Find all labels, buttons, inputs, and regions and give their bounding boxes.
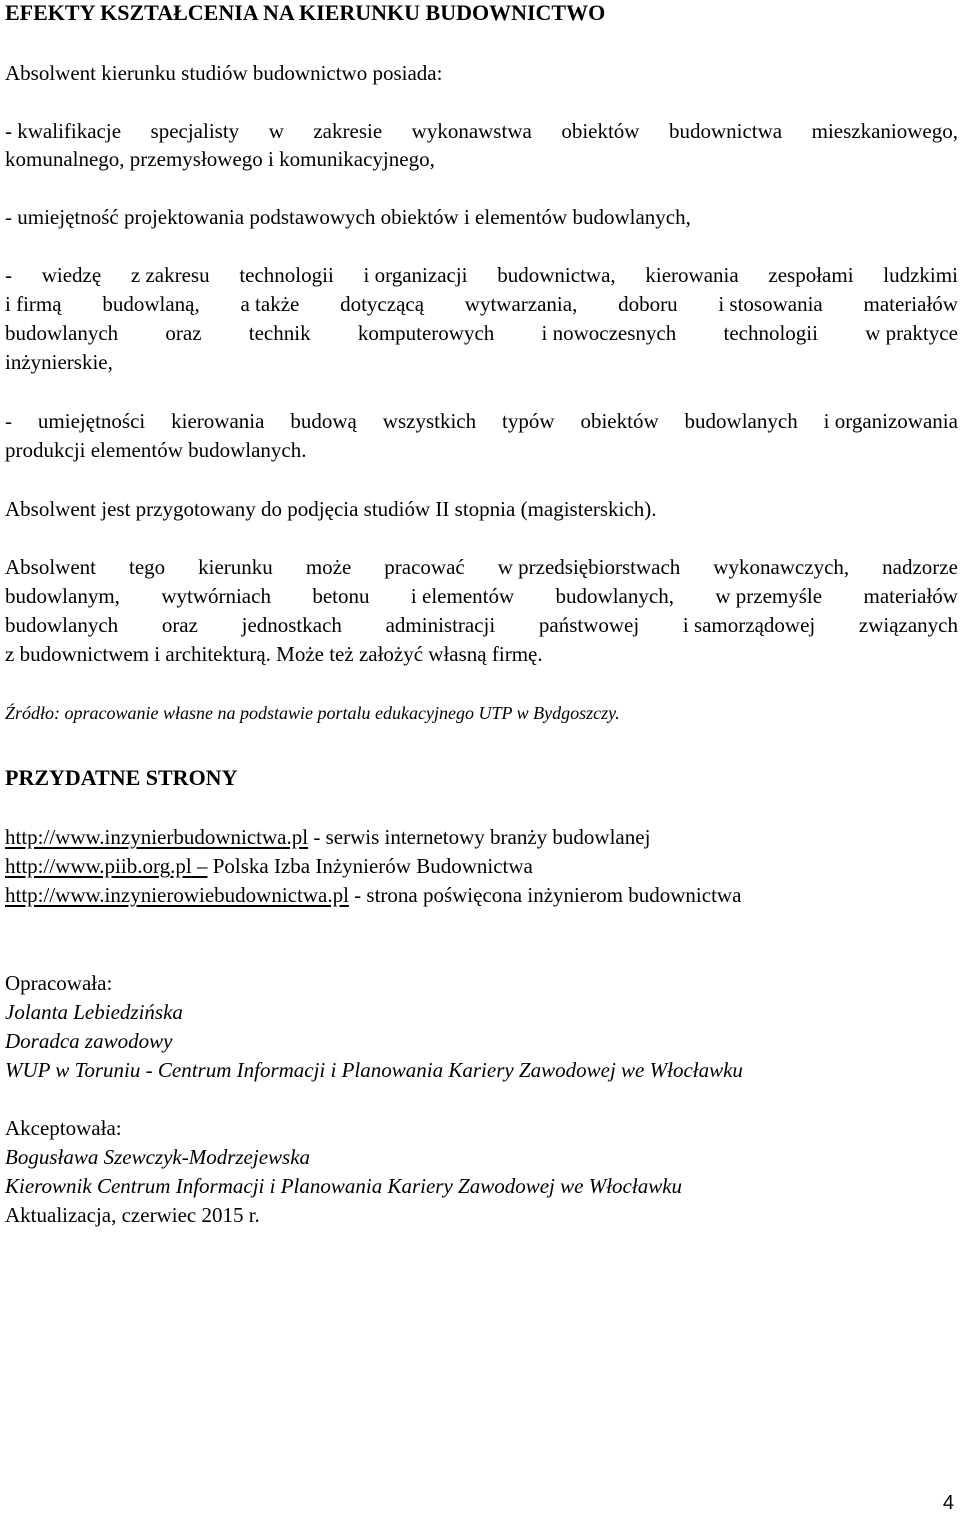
update-date: Aktualizacja, czerwiec 2015 r. (5, 1203, 260, 1227)
word: i organizacji (363, 263, 468, 287)
work-line2 (5, 583, 958, 609)
word: w przemyśle (715, 584, 823, 608)
item4-line2: produkcji elementów budowlanych. (5, 438, 307, 462)
word: wykonawczych, (713, 555, 850, 579)
word: budowlanym, (5, 584, 120, 608)
word: dotyczącą (340, 292, 425, 316)
word: materiałów (863, 584, 958, 608)
word: wytwórniach (161, 584, 271, 608)
item1-line1 (5, 118, 958, 144)
word: budowlaną, (102, 292, 200, 316)
word: betonu (312, 584, 370, 608)
word: wiedzę (41, 263, 102, 287)
item4-line1 (5, 408, 958, 434)
word: wytwarzania, (464, 292, 578, 316)
word: umiejętności (37, 409, 146, 433)
link-row-3 (5, 882, 741, 908)
word: technologii (239, 263, 334, 287)
item2-line: - umiejętność projektowania podstawowych obiektów i elementów budowlanych, (5, 205, 691, 229)
work-line4: z budownictwem i architekturą. Może też założyć własną firmę. (5, 642, 543, 666)
word: budową (290, 409, 357, 433)
word: administracji (385, 613, 496, 637)
word: z zakresu (130, 263, 210, 287)
word: typów (502, 409, 555, 433)
word: kierowania (171, 409, 265, 433)
link-piib[interactable]: http://www.piib.org.pl (5, 854, 192, 878)
word: specjalisty (150, 119, 240, 143)
item3-line4: inżynierskie, (5, 350, 113, 374)
accepted-label: Akceptowała: (5, 1116, 122, 1140)
word: obiektów (580, 409, 659, 433)
item3-line3 (5, 320, 958, 346)
word: budowlanych (684, 409, 798, 433)
word: ludzkimi (883, 263, 958, 287)
link-row-1 (5, 824, 650, 850)
word: obiektów (561, 119, 640, 143)
word: budownictwa (668, 119, 783, 143)
word: i samorządowej (682, 613, 816, 637)
word: Absolwent (5, 555, 96, 579)
prepared-org: WUP w Toruniu - Centrum Informacji i Planowania Kariery Zawodowej we Włocławku (5, 1058, 743, 1082)
word: - (5, 409, 12, 433)
word: państwowej (538, 613, 640, 637)
link-dash-2: – (191, 854, 208, 878)
word: technologii (723, 321, 818, 345)
word: wykonawstwa (411, 119, 532, 143)
link-row-2 (5, 853, 533, 879)
word: oraz (165, 321, 202, 345)
link-desc-1: - serwis internetowy branży budowlanej (308, 825, 651, 849)
word: nadzorze (882, 555, 958, 579)
word: kierowania (645, 263, 739, 287)
word: jednostkach (241, 613, 342, 637)
item3-line1 (5, 262, 958, 288)
word: i organizowania (823, 409, 958, 433)
link-desc-2: Polska Izba Inżynierów Budownictwa (207, 854, 533, 878)
word: budownictwa, (497, 263, 616, 287)
document-title: EFEKTY KSZTAŁCENIA NA KIERUNKU BUDOWNICTWO (5, 0, 606, 25)
prepared-role: Doradca zawodowy (5, 1029, 173, 1053)
word: w przedsiębiorstwach (497, 555, 681, 579)
word: zakresie (313, 119, 383, 143)
word: oraz (161, 613, 198, 637)
accepted-role: Kierownik Centrum Informacji i Planowania Kariery Zawodowej we Włocławku (5, 1174, 683, 1198)
prepared-label: Opracowała: (5, 971, 113, 995)
item1-line2: komunalnego, przemysłowego i komunikacyjnego, (5, 147, 435, 171)
word: zespołami (768, 263, 854, 287)
word: materiałów (863, 292, 958, 316)
source-note: Źródło: opracowanie własne na podstawie portalu edukacyjnego UTP w Bydgoszczy. (5, 703, 620, 723)
accepted-name: Bogusława Szewczyk-Modrzejewska (5, 1145, 311, 1169)
work-line3 (5, 612, 958, 638)
word: doboru (618, 292, 678, 316)
word: mieszkaniowego, (811, 119, 958, 143)
word: i elementów (410, 584, 515, 608)
prepared-name: Jolanta Lebiedzińska (5, 1000, 183, 1024)
word: budowlanych, (555, 584, 674, 608)
word: związanych (858, 613, 958, 637)
word: technik (248, 321, 311, 345)
intro-paragraph: Absolwent kierunku studiów budownictwo posiada: (5, 61, 443, 85)
word: kierunku (198, 555, 273, 579)
useful-sites-heading: PRZYDATNE STRONY (5, 765, 238, 790)
word: komputerowych (357, 321, 495, 345)
word: wszystkich (382, 409, 477, 433)
word: - kwalifikacje (5, 119, 122, 143)
link-desc-3: - strona poświęcona inżynierom budownictwa (348, 883, 742, 907)
word: pracować (384, 555, 465, 579)
item3-line2 (5, 291, 958, 317)
word: w praktyce (865, 321, 958, 345)
link-inzynierowiebudownictwa[interactable]: http://www.inzynierowiebudownictwa.pl (5, 883, 349, 907)
word: może (305, 555, 352, 579)
page-number: 4 (942, 1492, 954, 1514)
word: i stosowania (718, 292, 823, 316)
link-inzynierbudownictwa[interactable]: http://www.inzynierbudownictwa.pl (5, 825, 309, 849)
word: w (268, 119, 284, 143)
word: budowlanych (5, 613, 119, 637)
word: tego (129, 555, 166, 579)
word: i nowoczesnych (541, 321, 677, 345)
work-line1 (5, 554, 958, 580)
word: a także (240, 292, 300, 316)
word: - (5, 263, 12, 287)
word: budowlanych (5, 321, 119, 345)
word: i firmą (5, 292, 62, 316)
magister-paragraph: Absolwent jest przygotowany do podjęcia studiów II stopnia (magisterskich). (5, 497, 657, 521)
